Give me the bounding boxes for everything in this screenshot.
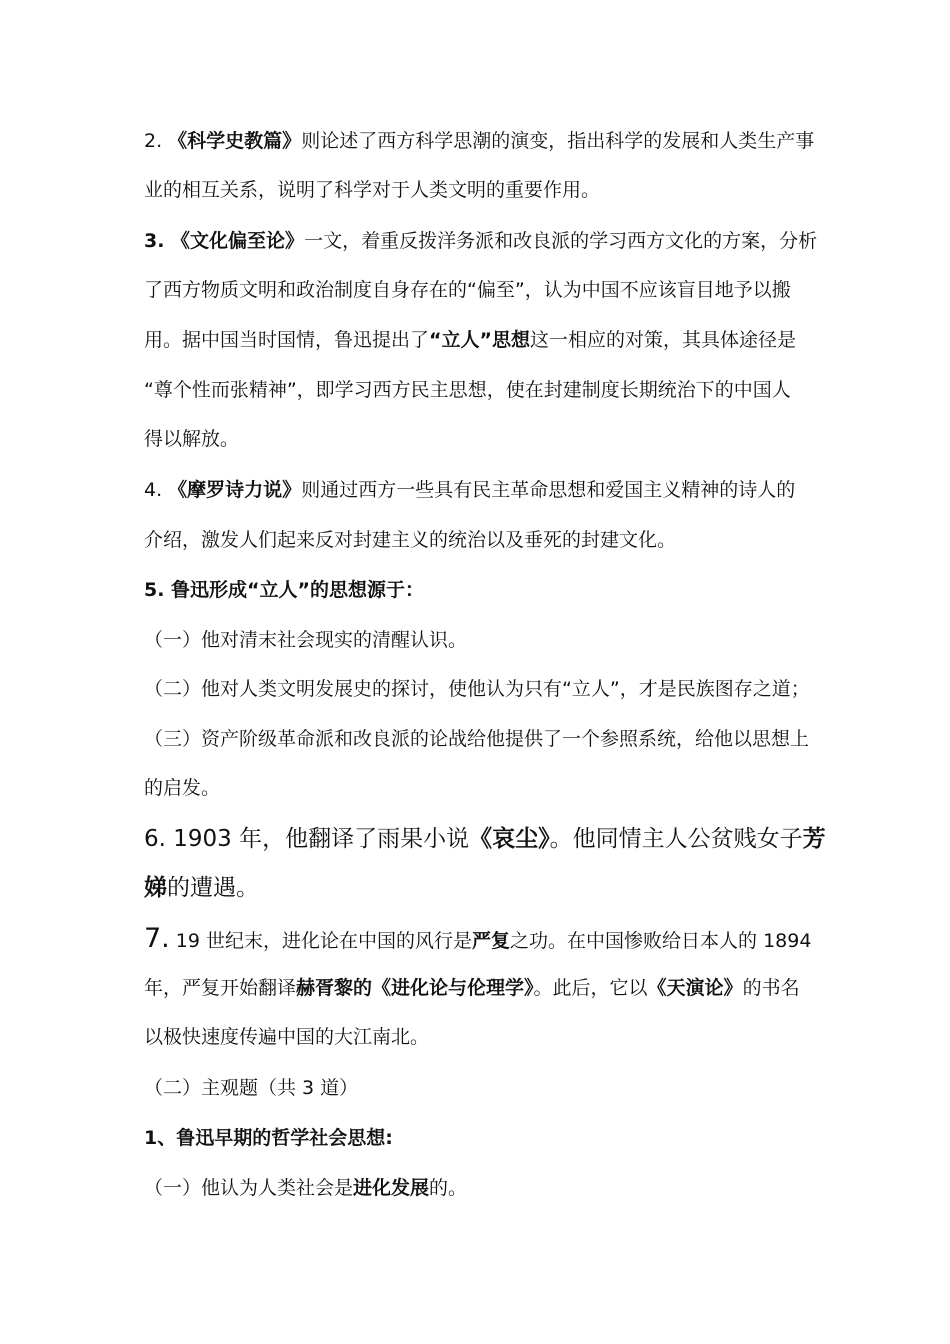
text: 则论述了西方科学思潮的演变，指出科学的发展和人类生产事 (301, 130, 815, 152)
question-1-item-1 (144, 1175, 824, 1201)
paragraph-3-line-2: 了西方物质文明和政治制度自身存在的“偏至”，认为中国不应该盲目地予以搬 (144, 279, 791, 301)
book-title: 《科学史教篇》 (168, 130, 302, 152)
item-number: 2. (144, 130, 169, 152)
text: 年，严复开始翻译 (144, 977, 297, 999)
text: 6. 1903 年，他翻译了雨果小说 (144, 826, 470, 852)
paragraph-5-item-3-line-1: （三）资产阶级革命派和改良派的论战给他提供了一个参照系统，给他以思想上 (144, 728, 810, 750)
item-number: 4. (144, 479, 169, 501)
text: 。此后，它以 (533, 977, 648, 999)
section-title: （二）主观题（共 3 道） (144, 1077, 359, 1099)
question-1-heading: 1、鲁迅早期的哲学社会思想: (144, 1127, 393, 1149)
paragraph-5-item-2: （二）他对人类文明发展史的探讨，使他认为只有“立人”，才是民族图存之道； (144, 678, 810, 700)
paragraph-7-line-2 (144, 975, 824, 1001)
text: 用。据中国当时国情，鲁迅提出了 (144, 329, 430, 351)
book-title: 3. 《文化偏至论》 (144, 230, 305, 252)
paragraph-3-line-1 (144, 228, 824, 254)
text: 则通过西方一些具有民主革命思想和爱国主义精神的诗人的 (301, 479, 796, 501)
text: 的书名 (742, 977, 800, 999)
text: 19 世纪末，进化论在中国的风行是 (169, 930, 473, 952)
paragraph-4-line-2: 介绍，激发人们起来反对封建主义的统治以及垂死的封建文化。 (144, 529, 677, 551)
key-term: “立人”思想 (429, 329, 530, 351)
paragraph-3-line-4: “尊个性而张精神”，即学习西方民主思想，使在封建制度长期统治下的中国人 (144, 379, 791, 401)
paragraph-5-item-3-line-2: 的启发。 (144, 777, 221, 799)
paragraph-7-line-1 (144, 923, 824, 954)
text: 。他同情主人公贫贱女子 (549, 826, 803, 852)
key-term: 严复 (472, 930, 511, 952)
paragraph-5-item-1: （一）他对清末社会现实的清醒认识。 (144, 629, 468, 651)
book-title: 《哀尘》 (469, 826, 550, 852)
item-number: 7. (144, 923, 170, 954)
key-term: 赫胥黎的《进化论与伦理学》 (296, 977, 534, 999)
text: （一）他认为人类社会是 (144, 1177, 354, 1199)
paragraph-7-line-3: 以极快速度传遍中国的大江南北。 (144, 1026, 430, 1048)
paragraph-6-line-1 (144, 824, 824, 854)
text: 的遭遇。 (167, 875, 259, 901)
key-term: 进化发展 (353, 1177, 430, 1199)
text: 的。 (429, 1177, 468, 1199)
paragraph-2-line-1 (144, 128, 824, 154)
text: 之功。在中国惨败给日本人的 1894 (510, 930, 812, 952)
paragraph-6-line-2 (144, 873, 824, 903)
paragraph-2-line-2: 业的相互关系，说明了科学对于人类文明的重要作用。 (144, 179, 601, 201)
key-term: 娣 (144, 875, 167, 901)
text: 这一相应的对策，其具体途径是 (530, 329, 797, 351)
book-title: 《摩罗诗力说》 (168, 479, 302, 501)
key-term: 芳 (802, 826, 826, 852)
book-title: 《天演论》 (647, 977, 743, 999)
paragraph-4-line-1 (144, 477, 824, 503)
paragraph-5-heading: 5. 鲁迅形成“立人”的思想源于： (144, 579, 425, 601)
paragraph-3-line-3 (144, 327, 824, 353)
paragraph-3-line-5: 得以解放。 (144, 428, 240, 450)
text: 一文，着重反拨洋务派和改良派的学习西方文化的方案，分析 (304, 230, 818, 252)
